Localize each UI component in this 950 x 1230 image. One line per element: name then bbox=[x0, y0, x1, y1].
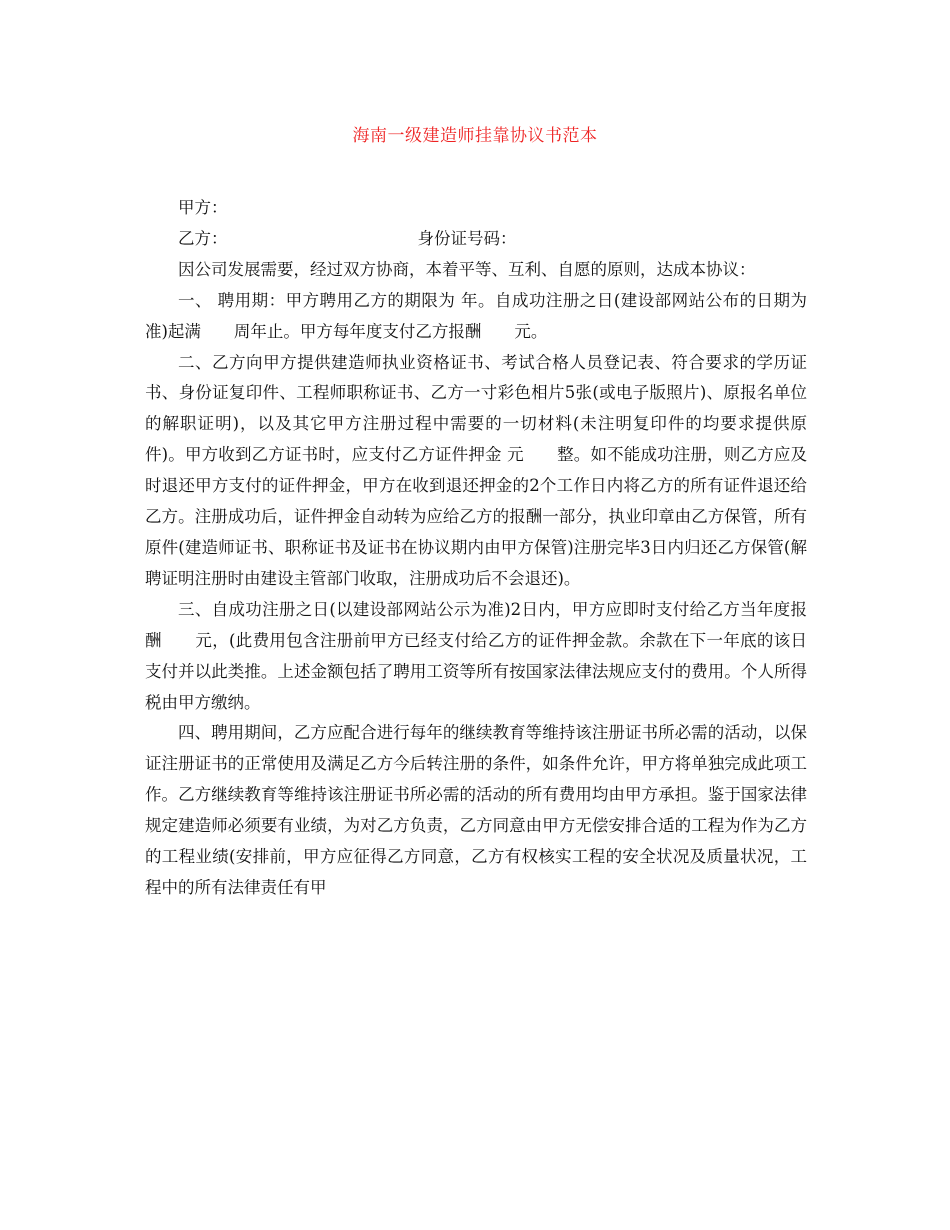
party-b-line bbox=[145, 224, 807, 255]
intro-paragraph: 因公司发展需要，经过双方协商，本着平等、互利、自愿的原则，达成本协议： bbox=[178, 259, 756, 279]
clause-2-paragraph: 二、乙方向甲方提供建造师执业资格证书、考试合格人员登记表、符合要求的学历证书、身份证复印件、工程师职称证书、乙方一寸彩色相片5张(或电子版照片)、原报名单位的解职证明)，以及其它甲方注册过程中需要的一切材料(未注明复印件的均要求提供原件)。甲方收到乙方证书时，应支付乙方证件押金 元 整。如不能成功注册，则乙方应及时退还甲方支付的证件押金，甲方在收到退还押金的2个工作日内将乙方的所有证件退还给乙方。注册成功后，证件押金自动转为应给乙方的报酬一部分，执业印章由乙方保管，所有原件(建造师证书、职称证书及证书在协议期内由甲方保管)注册完毕3日内归还乙方保管(解聘证明注册时由建设主管部门收取，注册成功后不会退还)。 bbox=[145, 352, 807, 588]
party-a-label: 甲方： bbox=[178, 198, 228, 217]
document-body bbox=[145, 193, 807, 904]
id-number-label: 身份证号码： bbox=[417, 228, 517, 248]
party-a-line bbox=[145, 193, 807, 224]
document-title: 海南一级建造师挂靠协议书范本 bbox=[352, 126, 598, 146]
party-b-label: 乙方： bbox=[178, 228, 228, 248]
clause-1-paragraph: 一、 聘用期：甲方聘用乙方的期限为 年。自成功注册之日(建设部网站公布的日期为准)起满 周年止。甲方每年度支付乙方报酬 元。 bbox=[145, 290, 807, 341]
clause-4-paragraph: 四、聘用期间，乙方应配合进行每年的继续教育等维持该注册证书所必需的活动，以保证注册证书的正常使用及满足乙方今后转注册的条件，如条件允许，甲方将单独完成此项工作。乙方继续教育等维持该注册证书所必需的活动的所有费用均由甲方承担。鉴于国家法律规定建造师必须要有业绩，为对乙方负责，乙方同意由甲方无偿安排合适的工程为作为乙方的工程业绩(安排前，甲方应征得乙方同意，乙方有权核实工程的安全状况及质量状况，工程中的所有法律责任有甲 bbox=[145, 723, 807, 897]
clause-3-paragraph: 三、自成功注册之日(以建设部网站公示为准)2日内，甲方应即时支付给乙方当年度报酬 元，(此费用包含注册前甲方已经支付给乙方的证件押金款。余款在下一年底的该日支付并以此类推。上述金额包括了聘用工资等所有按国家法律法规应支付的费用。个人所得税由甲方缴纳。 bbox=[145, 599, 807, 712]
